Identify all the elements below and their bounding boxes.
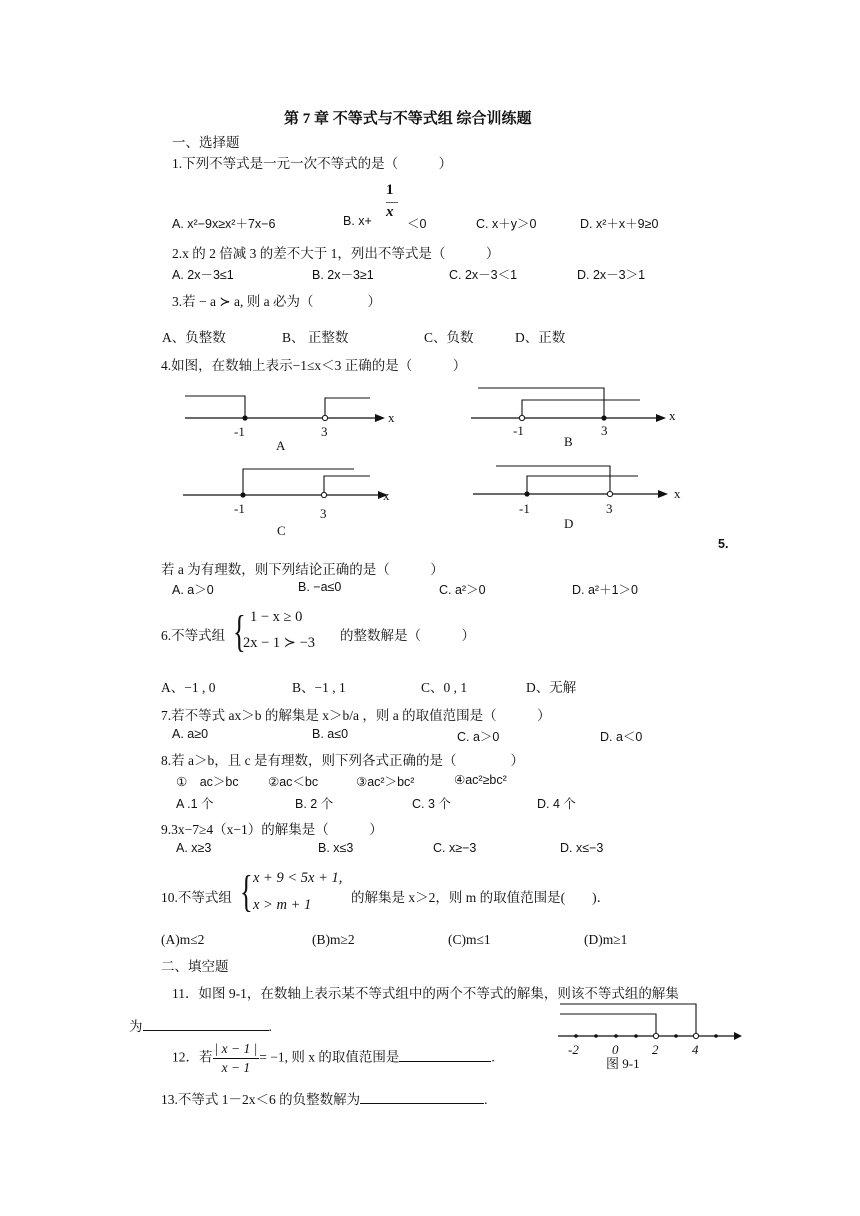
q10-suffix: 的解集是 x＞2，则 m 的取值范围是( )． xyxy=(351,890,611,905)
q1-option-b: B. x+ xyxy=(343,214,372,228)
q4-number-line-a xyxy=(180,384,400,454)
q13-stem: 13.不等式 1－2x＜6 的负整数解为 xyxy=(161,1092,361,1107)
q5-option-d: D. a²＋1＞0 xyxy=(572,583,638,597)
q13-end: . xyxy=(484,1092,488,1107)
q13-answer-blank[interactable] xyxy=(360,1089,484,1104)
solid-dot xyxy=(524,491,529,496)
ray-left xyxy=(478,388,604,418)
q8-stem: 8.若 a＞b，且 c 是有理数，则下列各式正确的是（ ） xyxy=(161,753,524,768)
q8-option-a: A .1 个 xyxy=(176,797,214,811)
tick-label-2: 2 xyxy=(652,1042,659,1057)
q2-option-c: C. 2x－3＜1 xyxy=(449,268,518,282)
q1-b-post: ＜0 xyxy=(407,217,427,231)
q12-numerator: | x − 1 | xyxy=(213,1040,260,1059)
q8-statement-2: ②ac＜bc xyxy=(268,775,319,789)
axis-x-label: x xyxy=(674,486,681,501)
q9-option-c: C. x≥−3 xyxy=(433,841,477,855)
q6-prefix: 6.不等式组 xyxy=(161,628,226,643)
tick-dot xyxy=(674,1034,678,1038)
q1-b-fraction-bar xyxy=(386,202,398,203)
tick-3: 3 xyxy=(601,423,608,438)
q8-statement-1: ① ac＞bc xyxy=(176,775,239,789)
q5-stem: 若 a 为有理数，则下列结论正确的是（ ） xyxy=(161,562,444,577)
ray-left xyxy=(243,469,354,495)
q8-statement-3: ③ac²＞bc² xyxy=(356,775,415,789)
q6-option-a: A、−1 , 0 xyxy=(161,680,216,695)
q9-option-a: A. x≥3 xyxy=(176,841,212,855)
q12-prefix: 12．若 xyxy=(172,1049,213,1065)
q2-option-d: D. 2x－3＞1 xyxy=(577,268,646,282)
hollow-dot xyxy=(607,491,612,496)
page-title: 第 7 章 不等式与不等式组 综合训练题 xyxy=(284,111,532,127)
q10-option-b: (B)m≥2 xyxy=(312,932,355,947)
q1-b-denominator: x xyxy=(386,204,394,220)
q6-brace: { xyxy=(233,607,246,656)
hollow-dot xyxy=(519,415,524,420)
ray-left xyxy=(496,466,610,494)
tick-dot xyxy=(714,1034,718,1038)
solid-dot xyxy=(601,415,606,420)
q10-brace: { xyxy=(240,867,253,916)
tick-label-minus2: -2 xyxy=(568,1042,579,1057)
axis-arrow xyxy=(658,490,668,498)
ray-left xyxy=(560,1014,656,1036)
q11-end: . xyxy=(268,1019,272,1034)
q1-option-c: C. x＋y＞0 xyxy=(476,217,537,231)
tick-dot xyxy=(594,1034,598,1038)
tick-3: 3 xyxy=(320,506,327,521)
q7-option-b: B. a≤0 xyxy=(312,727,349,741)
tick-minus1: -1 xyxy=(234,424,245,439)
q9-stem: 9.3x−7≥4（x−1）的解集是（ ） xyxy=(161,822,383,837)
q1-stem: 1.下列不等式是一元一次不等式的是（ ） xyxy=(172,156,453,171)
q12-line xyxy=(172,1040,495,1077)
q5-option-c: C. a²＞0 xyxy=(439,583,486,597)
q5-option-a: A. a＞0 xyxy=(172,583,214,597)
q12-denominator: x − 1 xyxy=(221,1060,251,1075)
q6-option-c: C、0 , 1 xyxy=(421,680,468,695)
tick-minus1: -1 xyxy=(519,501,530,516)
q10-option-a: (A)m≤2 xyxy=(161,932,205,947)
q2-option-b: B. 2x－3≥1 xyxy=(312,268,374,282)
q1-b-numerator: 1 xyxy=(386,182,394,198)
diagram-label: C xyxy=(277,523,286,538)
ray-right xyxy=(324,476,370,495)
q5-option-b: B. −a≤0 xyxy=(298,580,342,594)
q8-option-d: D. 4 个 xyxy=(537,797,576,811)
q8-option-c: C. 3 个 xyxy=(412,797,451,811)
tick-minus1: -1 xyxy=(234,501,245,516)
q4-number-line-b xyxy=(468,382,688,452)
ray-right xyxy=(522,400,640,418)
hollow-dot xyxy=(693,1033,698,1038)
q3-option-a: A、负整数 xyxy=(162,330,226,345)
q3-option-d: D、正数 xyxy=(515,330,566,345)
q3-option-b: B、 正整数 xyxy=(282,330,349,345)
tick-3: 3 xyxy=(606,501,613,516)
q1-option-d: D. x²＋x＋9≥0 xyxy=(580,217,659,231)
q10-line-2: x > m + 1 xyxy=(253,897,312,913)
q11-answer-blank[interactable] xyxy=(143,1016,269,1031)
q7-stem: 7.若不等式 ax＞b 的解集是 x＞b/a ，则 a 的取值范围是（ ） xyxy=(161,708,551,723)
q2-stem: 2.x 的 2 倍减 3 的差不大于 1，列出不等式是（ ） xyxy=(172,246,500,261)
q4-number-line-c xyxy=(180,462,400,540)
q11-cont-text: 为 xyxy=(129,1019,143,1034)
q6-line-2: 2x − 1 ≻ −3 xyxy=(243,635,316,651)
axis-x-label: x xyxy=(383,488,390,503)
q12-end: . xyxy=(491,1049,495,1065)
tick-dot xyxy=(574,1034,578,1038)
tick-minus1: -1 xyxy=(513,423,524,438)
tick-label-0: 0 xyxy=(612,1042,619,1057)
q11-stem: 11．如图 9-1，在数轴上表示某不等式组中的两个不等式的解集，则该不等式组的解集 xyxy=(172,986,679,1001)
ray-left xyxy=(185,396,245,418)
q5-number: 5. xyxy=(718,537,729,551)
ray-right xyxy=(527,476,638,494)
q4-stem: 4.如图，在数轴上表示−1≤x＜3 正确的是（ ） xyxy=(161,358,467,373)
diagram-label: D xyxy=(564,516,574,531)
diagram-label: A xyxy=(276,438,286,453)
solid-dot xyxy=(242,415,247,420)
tick-dot xyxy=(634,1034,638,1038)
q12-answer-blank[interactable] xyxy=(399,1047,491,1062)
q6-option-d: D、无解 xyxy=(526,680,577,695)
q9-option-d: D. x≤−3 xyxy=(560,841,604,855)
hollow-dot xyxy=(653,1033,658,1038)
section-fill-heading: 二、填空题 xyxy=(161,959,229,974)
q13-line xyxy=(161,1088,488,1108)
diagram-label: B xyxy=(564,434,573,449)
section-choice-heading: 一、选择题 xyxy=(172,135,240,150)
q12-middle: = −1, 则 x 的取值范围是 xyxy=(259,1049,400,1065)
q8-option-b: B. 2 个 xyxy=(295,797,334,811)
ray-left-outer xyxy=(560,1004,696,1036)
q6-option-b: B、−1 , 1 xyxy=(292,680,346,695)
axis-x-label: x xyxy=(669,408,676,423)
hollow-dot xyxy=(321,492,326,497)
axis-x-label: x xyxy=(388,410,395,425)
q7-option-a: A. a≥0 xyxy=(172,727,209,741)
q4-number-line-d xyxy=(468,458,688,536)
axis-arrow xyxy=(375,414,385,422)
hollow-dot xyxy=(322,415,327,420)
figure-9-1-number-line xyxy=(556,998,746,1070)
q10-option-d: (D)m≥1 xyxy=(584,932,628,947)
q12-fraction xyxy=(213,1040,260,1077)
q10-prefix: 10.不等式组 xyxy=(161,890,232,905)
q7-option-c: C. a＞0 xyxy=(457,730,500,744)
q7-option-d: D. a＜0 xyxy=(600,730,643,744)
q1-option-a: A. x²−9x≥x²＋7x−6 xyxy=(172,217,276,231)
solid-dot xyxy=(240,492,245,497)
axis-arrow xyxy=(656,414,666,422)
ray-right xyxy=(325,398,370,418)
q11-continuation xyxy=(129,1015,272,1035)
q3-stem: 3.若 − a ≻ a, 则 a 必为（ ） xyxy=(172,294,382,309)
q6-line-1: 1 − x ≥ 0 xyxy=(250,609,303,625)
tick-label-4: 4 xyxy=(692,1042,699,1057)
figure-caption: 图 9-1 xyxy=(606,1056,640,1070)
tick-3: 3 xyxy=(321,424,328,439)
q9-option-b: B. x≤3 xyxy=(318,841,354,855)
q2-option-a: A. 2x－3≤1 xyxy=(172,268,234,282)
q8-statement-4: ④ac²≥bc² xyxy=(454,773,507,787)
q6-suffix: 的整数解是（ ） xyxy=(340,628,475,643)
tick-dot xyxy=(614,1034,618,1038)
q10-line-1: x + 9 < 5x + 1, xyxy=(253,870,343,886)
axis-arrow xyxy=(734,1032,742,1040)
q3-option-c: C、负数 xyxy=(424,330,474,345)
q10-option-c: (C)m≤1 xyxy=(448,932,491,947)
